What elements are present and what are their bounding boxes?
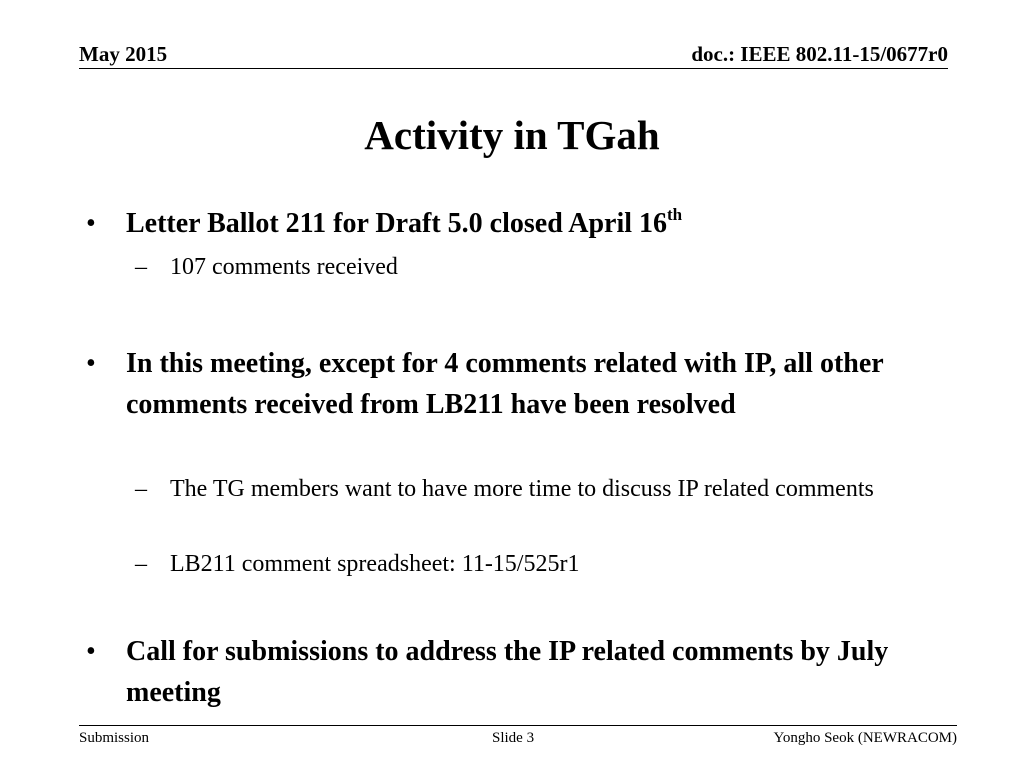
sub-bullet-marker: –	[135, 254, 147, 280]
bullet-text: In this meeting, except for 4 comments related with IP, all other comments received from LB211 have been resolved	[126, 348, 884, 420]
bullet-superscript: th	[667, 205, 683, 224]
bullet-marker: •	[86, 208, 96, 239]
sub-bullet-text: 107 comments received	[170, 254, 398, 280]
sub-bullet-marker: –	[135, 551, 147, 577]
footer-divider	[79, 725, 957, 726]
sub-bullet-marker: –	[135, 476, 147, 502]
sub-bullet-text: LB211 comment spreadsheet: 11-15/525r1	[170, 551, 580, 577]
header-doc-id: doc.: IEEE 802.11-15/0677r0	[691, 42, 948, 66]
bullet-text: Call for submissions to address the IP related comments by July meeting	[126, 636, 889, 708]
sub-bullet-text: The TG members want to have more time to discuss IP related comments	[170, 476, 874, 502]
footer-slide-number: Slide 3	[492, 730, 535, 746]
header-date: May 2015	[79, 42, 168, 66]
bullet-marker: •	[86, 636, 96, 667]
bullet-text: Letter Ballot 211 for Draft 5.0 closed April 16th	[126, 205, 683, 239]
bullet-marker: •	[86, 348, 96, 379]
footer-submission: Submission	[79, 730, 150, 746]
header-divider	[79, 68, 948, 69]
slide-title: Activity in TGah	[364, 112, 660, 158]
footer-author: Yongho Seok (NEWRACOM)	[773, 730, 957, 746]
